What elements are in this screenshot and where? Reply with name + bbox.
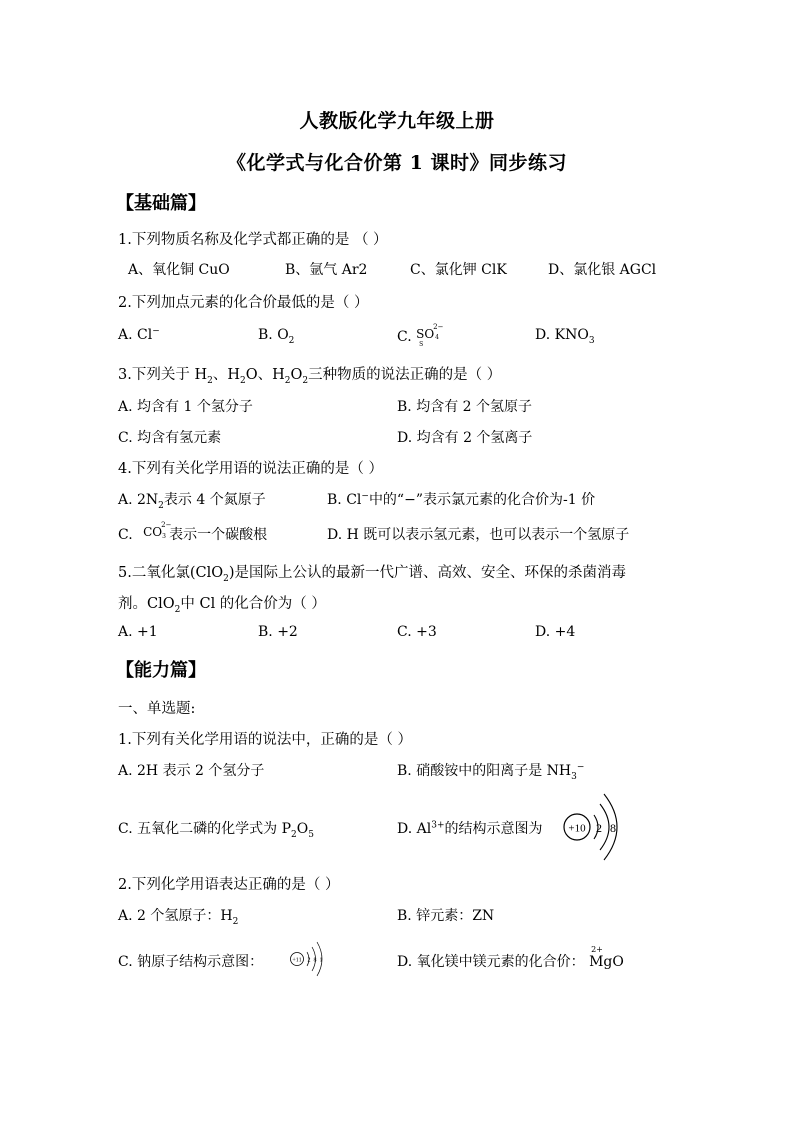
question-1-stem: 1.下列物质名称及化学式都正确的是 （ ） (118, 232, 388, 248)
q3-sub-3: 2 (284, 375, 291, 386)
ability-q2-d-main: MgO (589, 954, 624, 970)
q4-c-sup: 2− (161, 521, 172, 529)
na-shell-1-count: 2 (307, 957, 311, 964)
ability-q1-b-pre: B. 硝酸铵中的阳离子是 NH (397, 763, 572, 779)
q3-stem-pre: 3.下列关于 H (118, 367, 208, 383)
q4-a-post: 表示 4 个氮原子 (163, 492, 266, 508)
q2-c-label: C. (397, 329, 412, 345)
ability-q1-b-sub: 3 (571, 771, 577, 782)
q4-option-a (118, 489, 266, 509)
q3-stem-mid2: O、H (245, 367, 285, 383)
ability-q2-option-a (118, 905, 238, 925)
q4-c-main: CO (143, 525, 163, 539)
q2-b-text: B. O (258, 327, 289, 343)
q5-l1-sub: 2 (223, 573, 229, 584)
ability-q2-d-pre: D. 氧化镁中镁元素的化合价： (397, 954, 585, 970)
q4-option-d: D. H 既可以表示氢元素，也可以表示一个氢原子 (327, 527, 630, 543)
q5-option-d: D. +4 (535, 624, 576, 640)
q2-c-formula (416, 323, 444, 348)
question-3-stem (118, 363, 501, 384)
ability-q2-option-d (397, 945, 624, 971)
q1-option-c: C、氯化钾 ClK (410, 262, 507, 278)
q4-b-post: 中的“−”表示氯元素的化合价为-1 价 (368, 492, 596, 508)
q3-sub-2: 2 (239, 375, 246, 386)
q3-option-b: B. 均含有 2 个氢原子 (397, 399, 532, 415)
na-shell-3-count: 1 (319, 957, 323, 964)
q3-sub-4: 2 (302, 375, 309, 386)
ability-q1-option-b (397, 760, 584, 780)
question-2-stem: 2.下列加点元素的化合价最低的是（ ） (118, 295, 369, 311)
q1-option-d: D、氯化银 AGCl (548, 262, 657, 278)
ability-q2-a-sub: 2 (232, 916, 239, 927)
ability-q1-option-a: A. 2H 表示 2 个氢分子 (118, 763, 265, 779)
ability-q1-c-pre: C. 五氧化二磷的化学式为 P (118, 821, 291, 837)
ability-q1-c-mid: O (296, 821, 309, 837)
q5-option-b: B. +2 (258, 624, 298, 640)
q4-a-sub: 2 (158, 500, 164, 511)
q4-c-sub: 3 (162, 533, 166, 540)
q3-option-c: C. 均含有氢元素 (118, 430, 222, 446)
al-nucleus-label: +10 (568, 822, 586, 835)
q3-stem-mid3: O (290, 367, 303, 383)
q4-c-formula (143, 521, 172, 543)
q3-stem-mid1: 、H (212, 367, 240, 383)
ability-q1-b-sup: − (576, 762, 585, 773)
page-title: 人教版化学九年级上册 (299, 110, 495, 132)
ability-q1-d-post: 的结构示意图为 (444, 821, 543, 837)
ability-q1-c-sub1: 2 (290, 829, 297, 840)
ability-q2-d-sup: 2+ (591, 945, 603, 954)
q2-option-c (397, 323, 444, 348)
ability-q2-a-pre: A. 2 个氢原子：H (118, 908, 233, 924)
ability-q1-stem: 1.下列有关化学用语的说法中，正确的是（ ） (118, 732, 412, 748)
ability-q2-stem: 2.下列化学用语表达正确的是（ ） (118, 877, 340, 893)
na-atom-structure-diagram (288, 938, 330, 980)
q4-option-b (327, 489, 595, 509)
q3-option-a: A. 均含有 1 个氢分子 (118, 399, 253, 415)
ability-q1-d-pre: D. Al (397, 821, 432, 837)
q1-option-b: B、氩气 Ar2 (285, 262, 368, 278)
section-basic-heading: 【基础篇】 (116, 193, 206, 214)
q2-c-sup: 2− (433, 323, 444, 331)
q4-c-post: 表示一个碳酸根 (169, 527, 268, 543)
q2-option-b (258, 327, 295, 346)
section-ability-heading: 【能力篇】 (116, 660, 206, 681)
q1-option-a: A、氧化铜 CuO (128, 262, 230, 278)
al-ion-structure-diagram (560, 790, 630, 862)
q5-option-c: C. +3 (397, 624, 437, 640)
q2-c-sub: 4 (435, 334, 439, 341)
q4-b-sup: − (361, 491, 369, 502)
na-shell-2-count: 8 (313, 957, 317, 964)
ability-q2-d-formula (589, 945, 624, 970)
ability-q1-c-sub2: 5 (308, 829, 314, 840)
q3-sub-1: 2 (207, 375, 213, 386)
q2-option-d (535, 327, 595, 346)
ability-q1-option-d (397, 818, 543, 838)
al-shell-1-count: 2 (596, 821, 602, 835)
al-shell-2-count: 8 (610, 821, 616, 835)
question-5-stem-line2 (118, 592, 326, 613)
q3-stem-post: 三种物质的说法正确的是（ ） (308, 367, 502, 383)
q2-d-sub: 3 (588, 335, 595, 346)
single-choice-heading: 一、单选题: (118, 701, 196, 717)
question-4-stem: 4.下列有关化学用语的说法正确的是（ ） (118, 461, 383, 477)
page-subtitle: 《化学式与化合价第 1 课时》同步练习 (227, 152, 567, 174)
q4-a-pre: A. 2N (118, 492, 159, 508)
q2-d-text: D. KNO (535, 327, 589, 343)
q4-c-label: C. (118, 527, 133, 543)
q2-b-sub: 2 (288, 335, 295, 346)
q5-l2-post: 中 Cl 的化合价为（ ） (180, 596, 326, 612)
q5-l1-post: )是国际上公认的最新一代广谱、高效、安全、环保的杀菌消毒 (228, 565, 627, 581)
question-5-stem-line1 (118, 561, 626, 582)
q5-l2-pre: 剂。ClO (118, 596, 175, 612)
q5-l2-sub: 2 (174, 604, 181, 615)
q5-l1-pre: 5.二氧化氯(ClO (118, 565, 224, 581)
q2-a-text: A. Cl (118, 327, 153, 343)
ability-q1-d-sup: 3+ (431, 820, 445, 831)
ability-q1-option-c (118, 818, 314, 838)
q2-option-a (118, 327, 160, 343)
q4-b-pre: B. Cl (327, 492, 362, 508)
ability-q2-option-c: C. 钠原子结构示意图： (118, 954, 264, 970)
q4-option-c (118, 521, 268, 544)
ability-q2-option-b: B. 锌元素：ZN (397, 908, 495, 924)
q2-c-main: SO (416, 327, 435, 341)
na-nucleus-label: +11 (292, 957, 302, 964)
q2-c-dot-label: S (419, 341, 424, 348)
q5-option-a: A. +1 (118, 624, 158, 640)
q2-a-sup: − (152, 326, 160, 337)
q3-option-d: D. 均含有 2 个氢离子 (397, 430, 533, 446)
